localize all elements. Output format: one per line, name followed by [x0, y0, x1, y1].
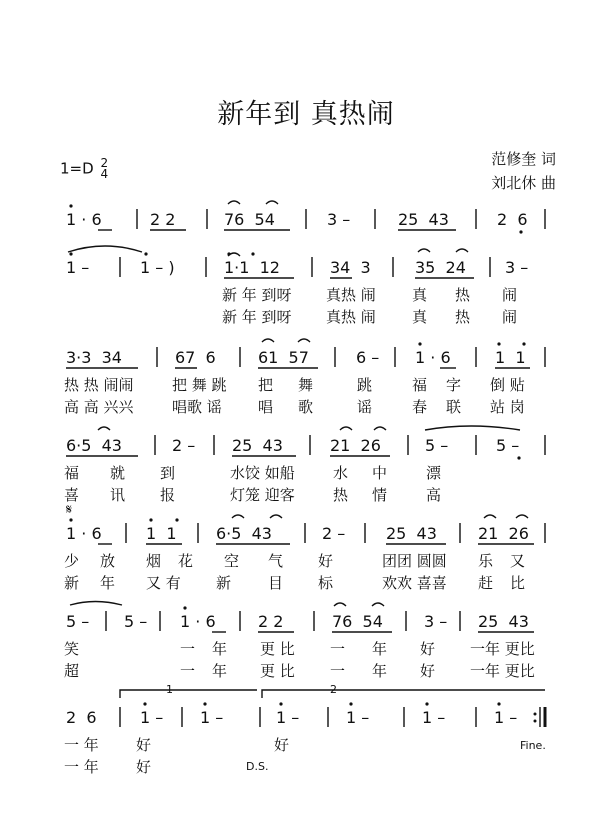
lyric: 烟: [146, 552, 162, 570]
measure-note: 1 · 6: [415, 348, 451, 367]
lyric: 福: [412, 376, 428, 394]
lyric: 闹: [502, 286, 518, 304]
measure-note: 2 2: [150, 210, 176, 229]
lyric: 字: [446, 376, 462, 394]
measure-note: 25 43: [398, 210, 449, 229]
measure-note: 5 –: [66, 612, 90, 631]
measure-note: 21 26: [478, 524, 529, 543]
lyric: 一: [180, 640, 196, 658]
lyric: 欢欢 喜喜: [382, 574, 447, 592]
lyric: 联: [446, 398, 462, 416]
lyric: 又: [510, 552, 526, 570]
measure-note: 6·5 43: [216, 524, 272, 543]
lyric: 把 舞 跳: [172, 376, 227, 394]
lyric: 灯笼 迎客: [230, 486, 295, 504]
lyric: 目: [268, 574, 284, 592]
lyric: 新: [64, 574, 80, 592]
lyric: 新 年 到呀: [222, 308, 292, 326]
lyric: 热: [455, 308, 471, 326]
time-bottom: 4: [100, 167, 109, 181]
lyric: 年: [372, 640, 388, 658]
lyric: 一: [180, 662, 196, 680]
time-top: 2: [100, 156, 109, 170]
lyric: 一 年: [64, 758, 99, 776]
lyric: 唱歌 谣: [172, 398, 222, 416]
lyric: 跳: [357, 376, 373, 394]
measure-note: 1 –: [346, 708, 370, 727]
lyric: 谣: [357, 398, 373, 416]
measure-note: 6 –: [356, 348, 380, 367]
volta-2-label: 2: [330, 683, 337, 696]
lyricist-credit: 范修奎 词: [491, 150, 556, 168]
lyric: 高: [426, 486, 442, 504]
measure-note: 3 –: [424, 612, 448, 631]
lyric: 一 年: [64, 736, 99, 754]
measure-note: 3 –: [505, 258, 529, 277]
lyric: 一: [330, 662, 346, 680]
lyric: 一: [330, 640, 346, 658]
lyric: 闹: [502, 308, 518, 326]
lyric: 水饺 如船: [230, 464, 295, 482]
measure-note: 1 1: [495, 348, 526, 367]
measure-note: 35 24: [415, 258, 466, 277]
lyric: 站 岗: [490, 398, 525, 416]
lyric: 空: [224, 552, 240, 570]
lyric: 好: [274, 736, 290, 754]
lyric: 歌: [298, 398, 314, 416]
song-title: 新年到 真热闹: [217, 99, 395, 130]
lyric: 又 有: [146, 574, 181, 592]
lyric: 团团 圆圆: [382, 552, 447, 570]
lyric: 少: [64, 552, 80, 570]
lyric: 好: [318, 552, 334, 570]
lyric: 好: [420, 662, 436, 680]
lyric: 喜: [64, 486, 80, 504]
lyric: 情: [372, 486, 388, 504]
measure-note: 1 –: [200, 708, 224, 727]
measure-note: 5 –: [496, 436, 520, 455]
measure-note: 3·3 34: [66, 348, 122, 367]
lyric: 水: [333, 464, 349, 482]
measure-note: 1 –: [494, 708, 518, 727]
lyric: 花: [178, 552, 194, 570]
lyric: 真: [412, 308, 428, 326]
measure-note: 76 54: [332, 612, 383, 631]
lyric: 报: [160, 486, 176, 504]
measure-note: 5 –: [124, 612, 148, 631]
lyric: 年: [100, 574, 116, 592]
measure-note: 1 – ): [140, 258, 175, 277]
lyric: 赶: [478, 574, 494, 592]
measure-note: 1 · 6: [180, 612, 216, 631]
lyric: 舞: [298, 376, 314, 394]
fine-mark: Fine.: [520, 739, 546, 752]
segno-mark: 𝄋: [66, 502, 73, 518]
lyric: 就: [110, 464, 126, 482]
measure-note: 1·1 12: [224, 258, 280, 277]
lyric: 一年 更比: [470, 662, 535, 680]
measure-note: 3 –: [327, 210, 351, 229]
lyric: 中: [372, 464, 388, 482]
measure-note: 2 –: [322, 524, 346, 543]
measure-note: 25 43: [386, 524, 437, 543]
measure-note: 1 · 6: [66, 524, 102, 543]
lyric: 比: [510, 574, 526, 592]
key-text: 1=D: [60, 159, 94, 178]
lyric: 新 年 到呀: [222, 286, 292, 304]
lyric: 讯: [110, 486, 126, 504]
lyric: 好: [420, 640, 436, 658]
lyric: 标: [318, 574, 334, 592]
lyric: 热: [455, 286, 471, 304]
lyric: 年: [372, 662, 388, 680]
lyric: 福: [64, 464, 80, 482]
lyric: 热 热 闹闹: [64, 376, 134, 394]
volta-1-label: 1: [166, 683, 173, 696]
measure-note: 25 43: [232, 436, 283, 455]
measure-note: 1 –: [276, 708, 300, 727]
measure-note: 1 · 6: [66, 210, 102, 229]
measure-note: 1 1: [146, 524, 177, 543]
composer-credit: 刘北休 曲: [491, 174, 556, 192]
lyric: 真热 闹: [326, 286, 376, 304]
measure-note: 67 6: [175, 348, 216, 367]
lyric: 高 高 兴兴: [64, 398, 134, 416]
measure-note: 1 –: [140, 708, 164, 727]
ds-mark: D.S.: [246, 760, 269, 773]
lyric: 更 比: [260, 640, 295, 658]
lyric: 气: [268, 552, 284, 570]
measure-note: 2 6: [66, 708, 97, 727]
lyric: 把: [258, 376, 274, 394]
lyric: 漂: [426, 464, 442, 482]
lyric: 真: [412, 286, 428, 304]
measure-note: 2 –: [172, 436, 196, 455]
lyric: 年: [212, 640, 228, 658]
measure-note: 34 3: [330, 258, 371, 277]
lyric: 乐: [478, 552, 494, 570]
lyric: 热: [333, 486, 349, 504]
lyric: 唱: [258, 398, 274, 416]
lyric: 年: [212, 662, 228, 680]
measure-note: 5 –: [425, 436, 449, 455]
lyric: 倒 贴: [490, 376, 525, 394]
lyric: 到: [160, 464, 176, 482]
lyric: 春: [412, 398, 428, 416]
measure-note: 2 2: [258, 612, 284, 631]
measure-note: 21 26: [330, 436, 381, 455]
lyric: 笑: [64, 640, 80, 658]
measure-note: 25 43: [478, 612, 529, 631]
lyric: 放: [100, 552, 116, 570]
lyric: 好: [136, 736, 152, 754]
lyric: 好: [136, 758, 152, 776]
lyric: 更 比: [260, 662, 295, 680]
lyric: 一年 更比: [470, 640, 535, 658]
lyric: 新: [216, 574, 232, 592]
lyric: 真热 闹: [326, 308, 376, 326]
measure-note: 1 –: [66, 258, 90, 277]
lyric: 超: [64, 662, 80, 680]
measure-note: 1 –: [422, 708, 446, 727]
measure-note: 6·5 43: [66, 436, 122, 455]
measure-note: 76 54: [224, 210, 275, 229]
measure-note: 61 57: [258, 348, 309, 367]
measure-note: 2 6: [497, 210, 528, 229]
